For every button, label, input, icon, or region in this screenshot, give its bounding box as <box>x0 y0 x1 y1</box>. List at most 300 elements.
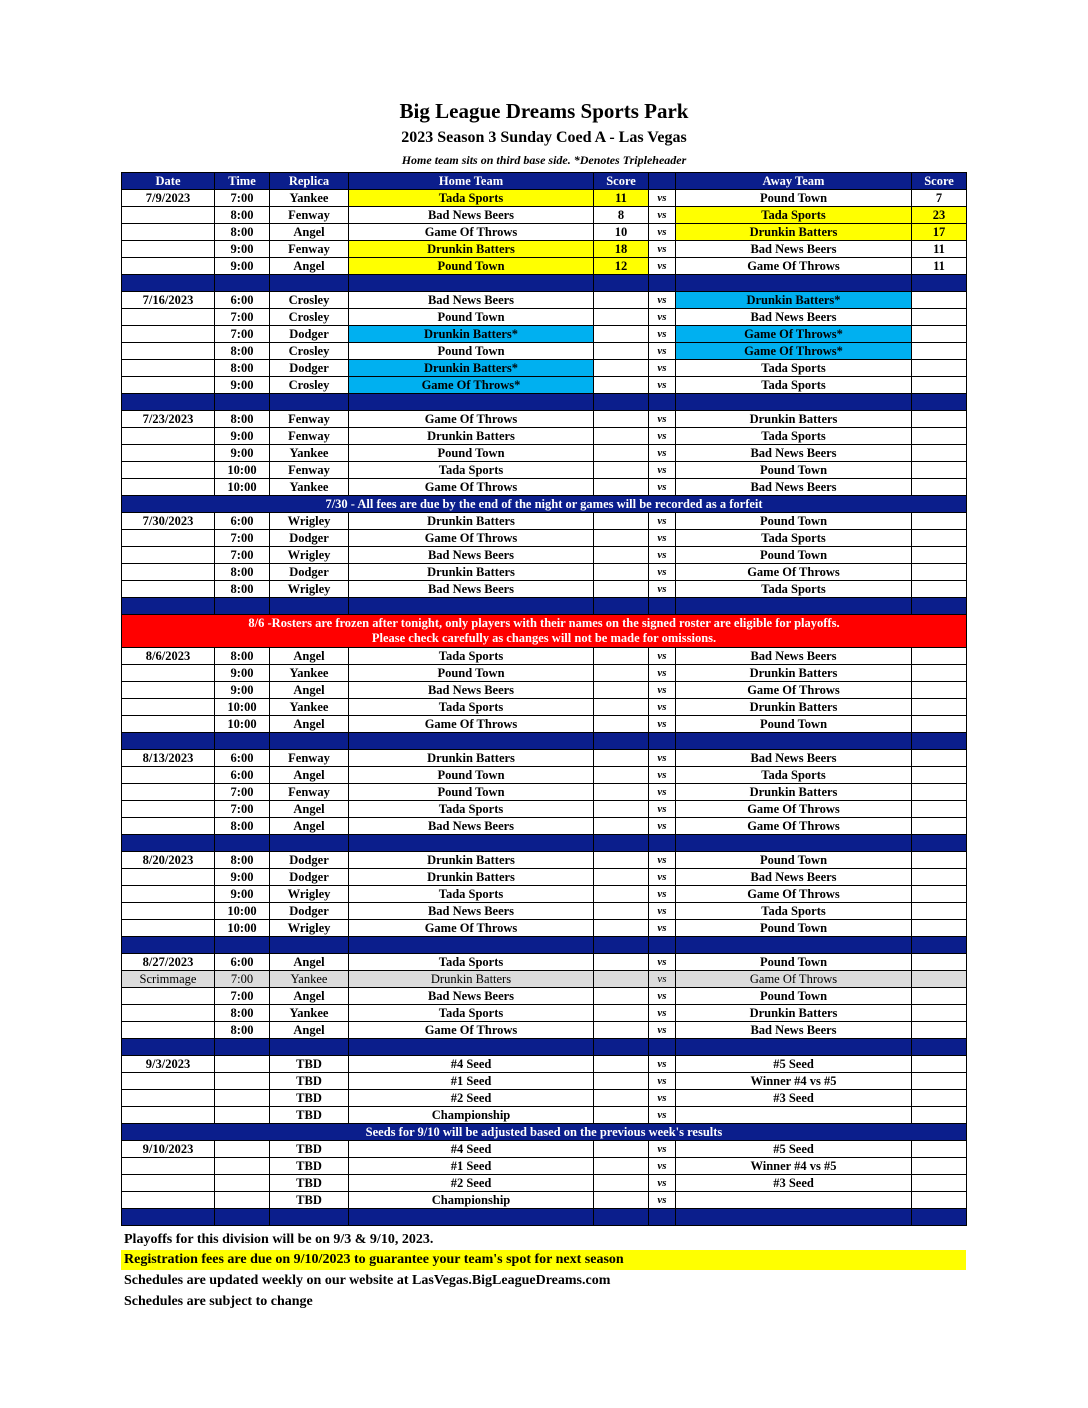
game-time: 9:00 <box>215 665 270 682</box>
game-row <box>122 886 967 903</box>
away-score <box>912 886 967 903</box>
separator-cell <box>676 733 912 750</box>
home-score: 12 <box>594 258 649 275</box>
game-time <box>215 1056 270 1073</box>
home-score <box>594 886 649 903</box>
field-replica: Fenway <box>270 750 349 767</box>
game-time: 9:00 <box>215 428 270 445</box>
home-team: #1 Seed <box>349 1158 594 1175</box>
field-replica: Crosley <box>270 343 349 360</box>
header-away-score: Score <box>912 173 967 190</box>
away-team: Tada Sports <box>676 360 912 377</box>
separator-cell <box>215 1039 270 1056</box>
game-date <box>122 207 215 224</box>
vs-label: vs <box>649 1056 676 1073</box>
game-date <box>122 343 215 360</box>
game-time: 8:00 <box>215 207 270 224</box>
separator-cell <box>122 598 215 615</box>
field-replica: Angel <box>270 682 349 699</box>
vs-label: vs <box>649 801 676 818</box>
game-row <box>122 564 967 581</box>
home-score <box>594 920 649 937</box>
home-score <box>594 682 649 699</box>
vs-label: vs <box>649 1175 676 1192</box>
home-team: Drunkin Batters <box>349 869 594 886</box>
separator-cell <box>122 733 215 750</box>
separator-cell <box>215 1209 270 1226</box>
vs-label: vs <box>649 1005 676 1022</box>
away-score <box>912 1022 967 1039</box>
game-date <box>122 1107 215 1124</box>
away-team: Bad News Beers <box>676 648 912 665</box>
game-row <box>122 462 967 479</box>
away-score <box>912 648 967 665</box>
game-row <box>122 1022 967 1039</box>
vs-label: vs <box>649 1107 676 1124</box>
home-team: Championship <box>349 1192 594 1209</box>
roster-freeze-notice-row <box>122 615 967 648</box>
separator-cell <box>649 1039 676 1056</box>
home-team: Tada Sports <box>349 954 594 971</box>
separator-cell <box>594 835 649 852</box>
field-replica: Yankee <box>270 971 349 988</box>
vs-label: vs <box>649 513 676 530</box>
field-replica: Yankee <box>270 445 349 462</box>
home-score <box>594 513 649 530</box>
game-time: 9:00 <box>215 258 270 275</box>
separator-cell <box>349 835 594 852</box>
game-time: 8:00 <box>215 1005 270 1022</box>
game-date <box>122 530 215 547</box>
away-team: Drunkin Batters <box>676 665 912 682</box>
field-replica: TBD <box>270 1056 349 1073</box>
roster-freeze-line-2: Please check carefully as changes will not be made for omissions. <box>371 631 717 645</box>
home-score <box>594 954 649 971</box>
separator-cell <box>270 275 349 292</box>
game-row <box>122 224 967 241</box>
vs-label: vs <box>649 258 676 275</box>
home-score <box>594 564 649 581</box>
game-date <box>122 326 215 343</box>
away-team: #5 Seed <box>676 1141 912 1158</box>
away-team: Drunkin Batters <box>676 411 912 428</box>
game-time <box>215 1175 270 1192</box>
home-team: Pound Town <box>349 767 594 784</box>
separator-cell <box>270 394 349 411</box>
schedule-table <box>121 172 967 1226</box>
game-date <box>122 547 215 564</box>
game-time: 8:00 <box>215 818 270 835</box>
away-team: Drunkin Batters <box>676 699 912 716</box>
home-team: Bad News Beers <box>349 581 594 598</box>
home-score <box>594 326 649 343</box>
header-vs <box>649 173 676 190</box>
separator-cell <box>912 937 967 954</box>
game-time: 10:00 <box>215 903 270 920</box>
game-time: 7:00 <box>215 326 270 343</box>
vs-label: vs <box>649 309 676 326</box>
game-row <box>122 852 967 869</box>
game-row <box>122 903 967 920</box>
away-team: Tada Sports <box>676 767 912 784</box>
separator-cell <box>649 937 676 954</box>
home-team: Game Of Throws <box>349 716 594 733</box>
field-replica: Dodger <box>270 326 349 343</box>
away-team: Game Of Throws <box>676 682 912 699</box>
game-time: 7:00 <box>215 988 270 1005</box>
game-date <box>122 716 215 733</box>
field-replica: Angel <box>270 954 349 971</box>
separator-cell <box>215 937 270 954</box>
vs-label: vs <box>649 1158 676 1175</box>
game-time: 9:00 <box>215 682 270 699</box>
home-score <box>594 360 649 377</box>
separator-cell <box>270 598 349 615</box>
away-team: Drunkin Batters <box>676 784 912 801</box>
home-score <box>594 665 649 682</box>
home-team: Tada Sports <box>349 1005 594 1022</box>
separator-cell <box>912 275 967 292</box>
game-row <box>122 411 967 428</box>
separator-cell <box>270 733 349 750</box>
field-replica: Fenway <box>270 207 349 224</box>
away-team: #3 Seed <box>676 1175 912 1192</box>
game-time: 9:00 <box>215 377 270 394</box>
separator-cell <box>649 598 676 615</box>
game-row <box>122 428 967 445</box>
away-team: Game Of Throws <box>676 564 912 581</box>
away-team: Drunkin Batters <box>676 1005 912 1022</box>
field-replica: Fenway <box>270 241 349 258</box>
field-replica: Fenway <box>270 462 349 479</box>
game-row <box>122 1141 967 1158</box>
away-team: Game Of Throws <box>676 818 912 835</box>
game-row <box>122 920 967 937</box>
field-replica: Wrigley <box>270 920 349 937</box>
away-score: 11 <box>912 241 967 258</box>
game-row <box>122 767 967 784</box>
home-team: Game Of Throws <box>349 1022 594 1039</box>
away-score <box>912 1141 967 1158</box>
separator-cell <box>349 598 594 615</box>
game-time: 9:00 <box>215 869 270 886</box>
separator-cell <box>912 835 967 852</box>
header-time: Time <box>215 173 270 190</box>
separator-cell <box>215 835 270 852</box>
game-date <box>122 818 215 835</box>
game-date: 9/10/2023 <box>122 1141 215 1158</box>
game-date <box>122 309 215 326</box>
game-row <box>122 343 967 360</box>
game-time: 8:00 <box>215 648 270 665</box>
home-team: Tada Sports <box>349 648 594 665</box>
game-row <box>122 1107 967 1124</box>
away-team: Tada Sports <box>676 377 912 394</box>
separator-cell <box>676 598 912 615</box>
field-replica: Angel <box>270 224 349 241</box>
field-replica: Yankee <box>270 665 349 682</box>
vs-label: vs <box>649 716 676 733</box>
separator-cell <box>676 937 912 954</box>
game-date <box>122 920 215 937</box>
away-team: Bad News Beers <box>676 445 912 462</box>
home-score <box>594 699 649 716</box>
away-team: #3 Seed <box>676 1090 912 1107</box>
field-replica: Crosley <box>270 309 349 326</box>
game-row <box>122 190 967 207</box>
game-date <box>122 224 215 241</box>
separator-cell <box>676 1039 912 1056</box>
home-team: Game Of Throws <box>349 530 594 547</box>
home-score: 18 <box>594 241 649 258</box>
game-time: 8:00 <box>215 224 270 241</box>
game-row <box>122 1192 967 1209</box>
home-team: Drunkin Batters <box>349 428 594 445</box>
vs-label: vs <box>649 1022 676 1039</box>
home-score <box>594 479 649 496</box>
field-replica: TBD <box>270 1192 349 1209</box>
game-row <box>122 241 967 258</box>
vs-label: vs <box>649 445 676 462</box>
home-score <box>594 648 649 665</box>
vs-label: vs <box>649 190 676 207</box>
separator-cell <box>649 394 676 411</box>
home-team: Tada Sports <box>349 462 594 479</box>
game-time: 6:00 <box>215 513 270 530</box>
game-time: 8:00 <box>215 343 270 360</box>
game-date <box>122 784 215 801</box>
vs-label: vs <box>649 343 676 360</box>
header-date: Date <box>122 173 215 190</box>
game-date <box>122 1022 215 1039</box>
home-score <box>594 428 649 445</box>
separator-cell <box>594 733 649 750</box>
game-date <box>122 479 215 496</box>
away-score <box>912 971 967 988</box>
home-team: #2 Seed <box>349 1175 594 1192</box>
game-date <box>122 1192 215 1209</box>
vs-label: vs <box>649 224 676 241</box>
away-team: Bad News Beers <box>676 869 912 886</box>
away-team: Pound Town <box>676 716 912 733</box>
away-score <box>912 428 967 445</box>
field-replica: Fenway <box>270 428 349 445</box>
away-team: Bad News Beers <box>676 750 912 767</box>
away-score <box>912 1192 967 1209</box>
game-date <box>122 462 215 479</box>
away-score <box>912 547 967 564</box>
vs-label: vs <box>649 428 676 445</box>
home-team: Bad News Beers <box>349 682 594 699</box>
home-team: Drunkin Batters* <box>349 326 594 343</box>
game-time: 8:00 <box>215 411 270 428</box>
game-time: 10:00 <box>215 699 270 716</box>
away-team: Pound Town <box>676 513 912 530</box>
game-row <box>122 682 967 699</box>
away-score: 7 <box>912 190 967 207</box>
field-replica: Angel <box>270 1022 349 1039</box>
vs-label: vs <box>649 207 676 224</box>
game-row <box>122 530 967 547</box>
vs-label: vs <box>649 699 676 716</box>
separator-cell <box>270 937 349 954</box>
vs-label: vs <box>649 903 676 920</box>
vs-label: vs <box>649 462 676 479</box>
game-time: 9:00 <box>215 886 270 903</box>
home-score: 11 <box>594 190 649 207</box>
page-title: Big League Dreams Sports Park <box>399 99 689 123</box>
separator-cell <box>215 733 270 750</box>
separator-cell <box>676 1209 912 1226</box>
away-team: Bad News Beers <box>676 479 912 496</box>
game-time: 7:00 <box>215 784 270 801</box>
home-score <box>594 903 649 920</box>
field-replica: Wrigley <box>270 886 349 903</box>
home-team: Bad News Beers <box>349 207 594 224</box>
vs-label: vs <box>649 648 676 665</box>
away-score <box>912 309 967 326</box>
separator-row <box>122 937 967 954</box>
away-team: Game Of Throws <box>676 971 912 988</box>
game-date <box>122 903 215 920</box>
home-team: Bad News Beers <box>349 818 594 835</box>
game-row <box>122 377 967 394</box>
vs-label: vs <box>649 869 676 886</box>
game-date <box>122 581 215 598</box>
game-time: 6:00 <box>215 954 270 971</box>
vs-label: vs <box>649 1192 676 1209</box>
game-row <box>122 360 967 377</box>
separator-cell <box>349 733 594 750</box>
game-date: Scrimmage <box>122 971 215 988</box>
field-replica: Crosley <box>270 377 349 394</box>
vs-label: vs <box>649 581 676 598</box>
separator-cell <box>676 394 912 411</box>
away-team: Winner #4 vs #5 <box>676 1158 912 1175</box>
game-date <box>122 1090 215 1107</box>
separator-cell <box>594 1209 649 1226</box>
game-date: 7/30/2023 <box>122 513 215 530</box>
home-team: Bad News Beers <box>349 988 594 1005</box>
away-team: Game Of Throws <box>676 801 912 818</box>
game-time: 6:00 <box>215 767 270 784</box>
game-time <box>215 1090 270 1107</box>
away-score <box>912 988 967 1005</box>
separator-cell <box>349 394 594 411</box>
away-score <box>912 343 967 360</box>
home-team: Pound Town <box>349 309 594 326</box>
home-team: Bad News Beers <box>349 547 594 564</box>
field-replica: TBD <box>270 1141 349 1158</box>
game-time: 10:00 <box>215 920 270 937</box>
game-row <box>122 648 967 665</box>
away-score: 23 <box>912 207 967 224</box>
separator-cell <box>912 394 967 411</box>
field-replica: Dodger <box>270 564 349 581</box>
field-replica: Yankee <box>270 190 349 207</box>
header-replica: Replica <box>270 173 349 190</box>
separator-cell <box>649 835 676 852</box>
vs-label: vs <box>649 1090 676 1107</box>
game-time: 7:00 <box>215 309 270 326</box>
vs-label: vs <box>649 1141 676 1158</box>
separator-cell <box>122 275 215 292</box>
game-time <box>215 1141 270 1158</box>
separator-cell <box>676 835 912 852</box>
separator-cell <box>912 1209 967 1226</box>
game-row <box>122 326 967 343</box>
away-score <box>912 665 967 682</box>
game-row <box>122 971 967 988</box>
away-score <box>912 801 967 818</box>
away-team: Game Of Throws* <box>676 326 912 343</box>
field-replica: Wrigley <box>270 513 349 530</box>
away-team: Game Of Throws <box>676 258 912 275</box>
away-team: Pound Town <box>676 954 912 971</box>
home-team: Tada Sports <box>349 886 594 903</box>
home-score <box>594 988 649 1005</box>
separator-cell <box>349 937 594 954</box>
vs-label: vs <box>649 971 676 988</box>
field-replica: Angel <box>270 258 349 275</box>
home-team: Drunkin Batters <box>349 564 594 581</box>
field-replica: Dodger <box>270 530 349 547</box>
home-team: Game Of Throws <box>349 479 594 496</box>
vs-label: vs <box>649 564 676 581</box>
home-team: Tada Sports <box>349 801 594 818</box>
away-team: Game Of Throws <box>676 886 912 903</box>
separator-cell <box>594 598 649 615</box>
vs-label: vs <box>649 360 676 377</box>
away-score <box>912 292 967 309</box>
game-date <box>122 801 215 818</box>
page-subtitle: 2023 Season 3 Sunday Coed A - Las Vegas <box>401 129 687 146</box>
game-row <box>122 547 967 564</box>
game-date <box>122 699 215 716</box>
game-date <box>122 564 215 581</box>
field-replica: Fenway <box>270 411 349 428</box>
vs-label: vs <box>649 547 676 564</box>
game-date <box>122 241 215 258</box>
game-row <box>122 1073 967 1090</box>
vs-label: vs <box>649 530 676 547</box>
home-score <box>594 716 649 733</box>
separator-cell <box>912 1039 967 1056</box>
game-row <box>122 258 967 275</box>
game-time: 8:00 <box>215 1022 270 1039</box>
field-replica: Wrigley <box>270 547 349 564</box>
away-team: Pound Town <box>676 462 912 479</box>
home-team: Pound Town <box>349 445 594 462</box>
separator-cell <box>270 835 349 852</box>
vs-label: vs <box>649 326 676 343</box>
away-team: Winner #4 vs #5 <box>676 1073 912 1090</box>
game-date <box>122 1005 215 1022</box>
away-score <box>912 869 967 886</box>
separator-cell <box>215 394 270 411</box>
game-date <box>122 665 215 682</box>
separator-cell <box>912 598 967 615</box>
separator-cell <box>122 835 215 852</box>
roster-freeze-notice <box>122 615 967 648</box>
subject-to-change-note: Schedules are subject to change <box>124 1294 313 1309</box>
away-score <box>912 513 967 530</box>
game-row <box>122 1158 967 1175</box>
separator-cell <box>270 1209 349 1226</box>
game-date: 7/16/2023 <box>122 292 215 309</box>
game-row <box>122 1056 967 1073</box>
away-score <box>912 1107 967 1124</box>
